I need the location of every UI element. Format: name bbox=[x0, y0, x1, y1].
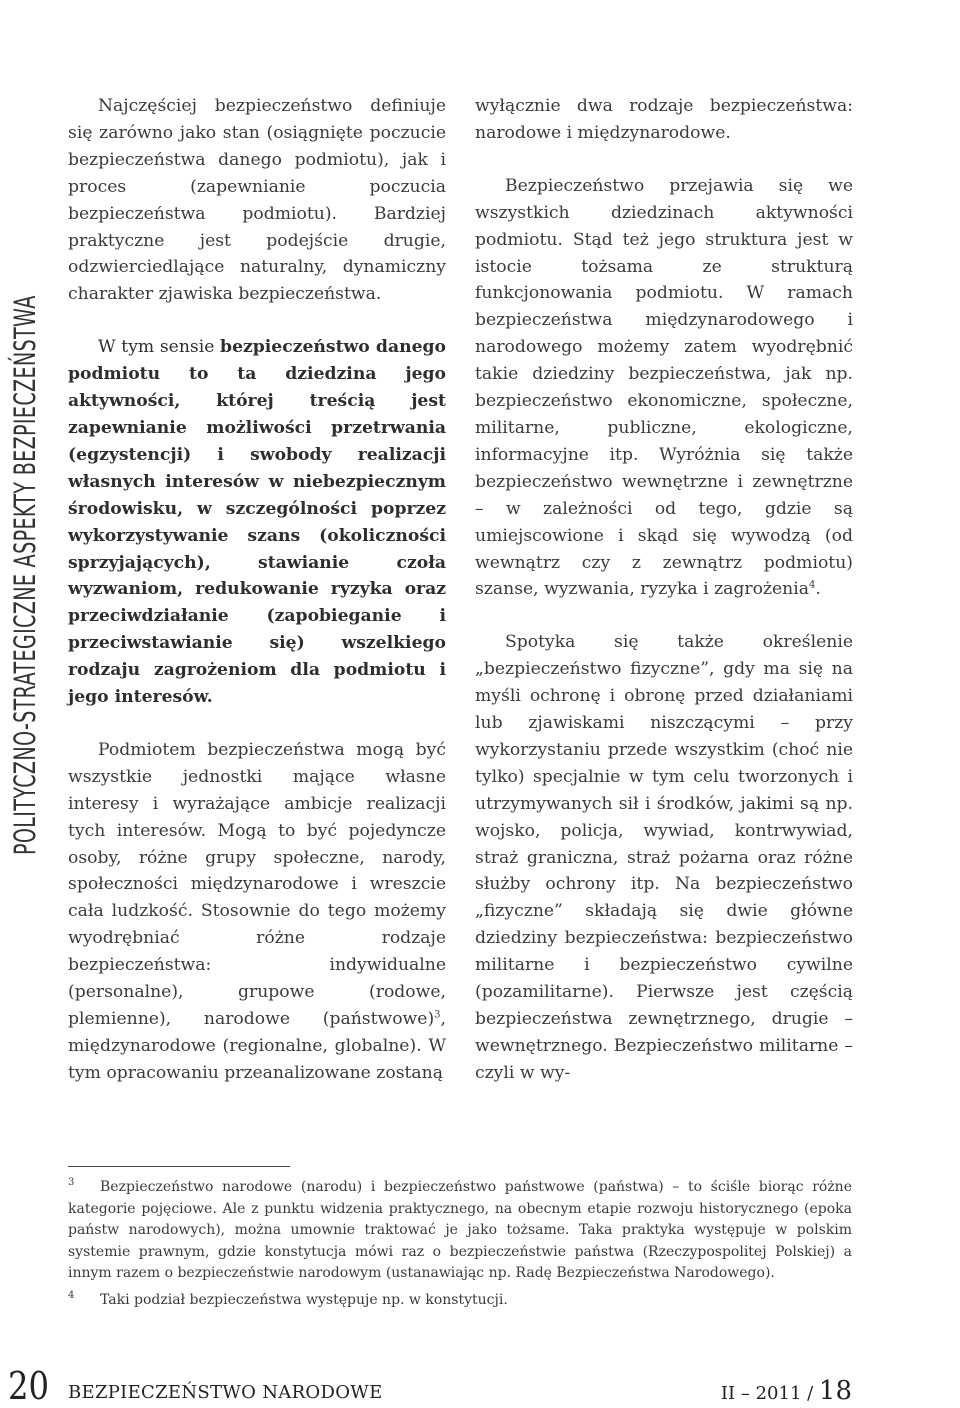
left-column bbox=[68, 93, 446, 1087]
section-title: POLITYCZNO-STRATEGICZNE ASPEKTY BEZPIECZEŃSTWA bbox=[8, 295, 42, 855]
footnote-number: 4 bbox=[68, 1289, 75, 1301]
definition-text: bezpieczeństwo danego podmiotu to ta dziedzina jego aktywności, której treścią jest zapewnianie możliwości przetrwania (egzystencji) i swobody realizacji własnych interesów w niebezpiecznym środowisku, w szczególności poprzez wykorzystywanie szans (okoliczności sprzyjających), stawianie czoła wyzwaniom, redukowanie ryzyka oraz przeciwdziałanie (zapobieganie i przeciwstawianie się) wszelkiego rodzaju zagrożeniom dla podmiotu i jego interesów. bbox=[68, 337, 446, 708]
domains-text-b: . bbox=[815, 579, 821, 600]
footnote-divider bbox=[68, 1166, 290, 1167]
domains-paragraph bbox=[475, 173, 853, 604]
continuation-paragraph: wyłącznie dwa rodzaje bezpieczeństwa: narodowe i międzynarodowe. bbox=[475, 96, 853, 143]
footnote-text: Taki podział bezpieczeństwa występuje np. w konstytucji. bbox=[100, 1291, 508, 1308]
subjects-paragraph bbox=[68, 737, 446, 1087]
footnotes bbox=[68, 1172, 852, 1311]
section-sidebar bbox=[0, 0, 50, 860]
definition-lead: W tym sensie bbox=[98, 337, 221, 358]
issue-label bbox=[721, 1376, 852, 1406]
footnote-number: 3 bbox=[68, 1177, 75, 1188]
page-number: 20 bbox=[8, 1364, 50, 1408]
footnote-ref-3[interactable]: 3 bbox=[434, 1009, 441, 1021]
issue-prefix: II – 2011 / bbox=[720, 1383, 819, 1404]
footnote-ref-4[interactable]: 4 bbox=[808, 579, 816, 591]
issue-number: 18 bbox=[818, 1376, 852, 1406]
subjects-text-a: Podmiotem bezpieczeństwa mogą być wszystkie jednostki mające własne interesy i wyrażające ambicje realizacji tych interesów. Mogą to być pojedyncze osoby, różne grupy społeczne, narody, społeczności międzynarodowe i wreszcie cała ludzkość. Stosownie do tego możemy wyodrębniać różne rodzaje bezpieczeństwa: indywidualne (personalne), grupowe (rodowe, plemienne), narodowe (państwowe) bbox=[68, 739, 446, 1029]
page-footer bbox=[0, 1364, 960, 1408]
footnote-4 bbox=[68, 1285, 852, 1312]
intro-paragraph: Najczęściej bezpieczeństwo definiuje się zarówno jako stan (osiągnięte poczucie bezpieczeństwa danego podmiotu), jak i proces (zapewnianie poczucia bezpieczeństwa podmiotu). Bardziej praktyczne jest podejście drugie, odzwierciedlające naturalny, dynamiczny charakter zjawiska bezpieczeństwa. bbox=[68, 96, 446, 305]
subjects-text-b: , międzynarodowe (regionalne, globalne). W tym opracowaniu przeanalizowane zostaną bbox=[68, 1009, 446, 1083]
footnote-3 bbox=[68, 1172, 852, 1285]
definition-paragraph bbox=[68, 334, 446, 711]
footnote-text: Bezpieczeństwo narodowe (narodu) i bezpieczeństwo państwowe (państwa) – to ściśle biorąc różne kategorie pojęciowe. Ale z punktu widzenia praktycznego, na obecnym etapie rozwoju historycznego (epoka państw narodowych), można umownie traktować je jako tożsame. Taka praktyka występuje w polskim systemie prawnym, gdzie konstytucja mówi raz o bezpieczeństwie państwa (Rzeczypospolitej Polskiej) a innym razem o bezpieczeństwie narodowym (ustanawiając np. Radę Bezpieczeństwa Narodowego). bbox=[68, 1179, 852, 1281]
domains-text-a: Bezpieczeństwo przejawia się we wszystkich dziedzinach aktywności podmiotu. Stąd też jego struktura jest w istocie tożsama ze strukturą funkcjonowania podmiotu. W ramach bezpieczeństwa międzynarodowego i narodowego możemy zatem wyodrębnić takie dziedziny bezpieczeństwa, jak np. bezpieczeństwo ekonomiczne, społeczne, militarne, publiczne, ekologiczne, informacyjne itp. Wyróżnia się także bezpieczeństwo wewnętrzne i zewnętrzne – w zależności od tego, gdzie są umiejscowione i skąd się wywodzą (od wewnątrz czy z zewnątrz podmiotu) szanse, wyzwania, ryzyka i zagrożenia bbox=[475, 175, 853, 600]
physical-security-paragraph: Spotyka się także określenie „bezpieczeństwo fizyczne”, gdy ma się na myśli ochronę i obronę przed działaniami lub zjawiskami niszczącymi – przy wykorzystaniu przede wszystkim (choć nie tylko) specjalnie w tym celu tworzonych i utrzymywanych sił i środków, jakimi są np. wojsko, policja, wywiad, kontrwywiad, straż graniczna, straż pożarna oraz różne służby ochrony itp. Na bezpieczeństwo „fizyczne” składają się dwie główne dziedziny bezpieczeństwa: bezpieczeństwo militarne i bezpieczeństwo cywilne (pozamilitarne). Pierwsze jest częścią bezpieczeństwa zewnętrznego, drugie – wewnętrznego. Bezpieczeństwo militarne – czyli w wy- bbox=[475, 632, 853, 1083]
magazine-name: BEZPIECZEŃSTWO NARODOWE bbox=[68, 1382, 383, 1403]
right-column bbox=[475, 93, 853, 1087]
